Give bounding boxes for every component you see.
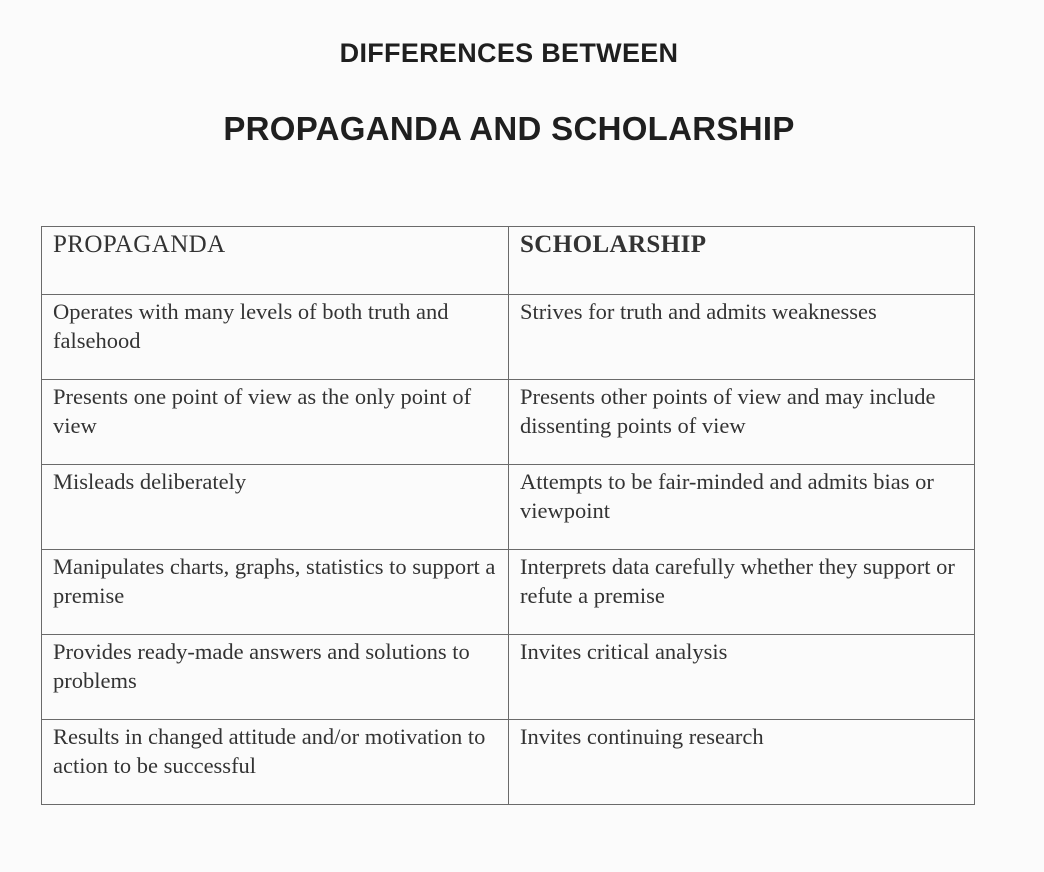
table-row <box>42 550 975 635</box>
title-line-1: DIFFERENCES BETWEEN <box>339 38 679 68</box>
scholarship-cell: Presents other points of view and may include dissenting points of view <box>509 380 975 465</box>
table-row <box>42 720 975 805</box>
propaganda-cell: Results in changed attitude and/or motivation to action to be successful <box>42 720 509 805</box>
header-propaganda: PROPAGANDA <box>42 227 509 295</box>
header-scholarship: SCHOLARSHIP <box>509 227 975 295</box>
propaganda-cell: Misleads deliberately <box>42 465 509 550</box>
propaganda-cell: Manipulates charts, graphs, statistics to support a premise <box>42 550 509 635</box>
table-row <box>42 635 975 720</box>
propaganda-cell: Operates with many levels of both truth and falsehood <box>42 295 509 380</box>
scholarship-cell: Invites critical analysis <box>509 635 975 720</box>
scholarship-cell: Strives for truth and admits weaknesses <box>509 295 975 380</box>
scholarship-cell: Interprets data carefully whether they support or refute a premise <box>509 550 975 635</box>
table-header-row <box>42 227 975 295</box>
scholarship-cell: Attempts to be fair-minded and admits bias or viewpoint <box>509 465 975 550</box>
table-row <box>42 465 975 550</box>
table-row <box>42 380 975 465</box>
table-row <box>42 295 975 380</box>
title-line-2: PROPAGANDA AND SCHOLARSHIP <box>223 110 795 147</box>
propaganda-cell: Provides ready-made answers and solutions to problems <box>42 635 509 720</box>
comparison-table <box>41 226 975 805</box>
propaganda-cell: Presents one point of view as the only point of view <box>42 380 509 465</box>
scholarship-cell: Invites continuing research <box>509 720 975 805</box>
